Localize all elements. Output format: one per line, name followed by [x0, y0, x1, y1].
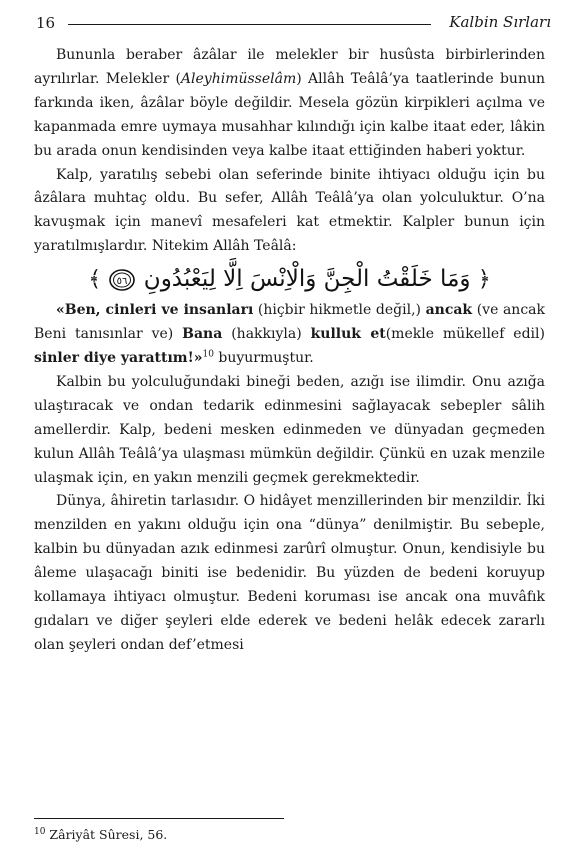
paragraph-4: Kalbin bu yolculuğundaki bineği beden, azığı ise ilimdir. Onu azığa ulaştıracak ve ondan tedarik edinmesini sağlayacak sebepler sâlih amellerdir. Kalp, bedeni mesken edinmeden ve dünyadan geçmeden kulun Allâh Teâlâ’ya ulaşması mümkün değildir. Çünkü en uzak menzile ulaşmak için, en yakın menzili geçmek gerekmektedir. [34, 373, 545, 486]
paragraph-3 [34, 299, 545, 371]
bold-phrase: Bana [182, 326, 223, 343]
verse-open-bracket: ﴿ [477, 267, 491, 293]
bold-phrase: kulluk et [310, 326, 386, 343]
footnote-marker: 10 [34, 826, 46, 837]
paragraph-text: (hiçbir hikmetle değil,) [253, 302, 426, 319]
header-rule [68, 24, 431, 25]
running-title: Kalbin Sırları [449, 13, 551, 31]
footnote-rule [34, 818, 284, 819]
ayah-number: ٥٦ [117, 275, 128, 287]
page-number: 16 [36, 14, 56, 32]
paragraph-2: Kalp, yaratılış sebebi olan seferinde binite ihtiyacı olduğu için bu âzâlara muhtaç oldu. Bu sefer, Allâh Teâlâ’ya olan yolculuktur. O’na kavuşmak için manevî mesafeleri kat etmektir. Kalpler bunun için yaratılmışlardır. Nitekim Allâh Teâlâ: [34, 166, 545, 255]
page-body [34, 44, 545, 658]
italic-phrase: Aleyhimüsselâm [180, 70, 297, 87]
paragraph-text: buyurmuştur. [213, 349, 314, 366]
footnote [34, 827, 167, 842]
verse-close-bracket: ﴾ [88, 267, 102, 293]
paragraph-text: ) Allâh Teâlâ’ya taatlerinde bunun farkında iken, âzâlar böyle değildir. Mesela gözün kirpikleri açılma ve kapanmada emre uymaya musahhar kılındığı için kalbe itaat eder, lâkin bu arada onun kendisinden veya kalbe itaat ettiğinden haberi yoktur. [34, 70, 545, 159]
footnote-reference[interactable]: 10 [202, 349, 214, 360]
footnote-text: Zâriyât Sûresi, 56. [45, 827, 168, 842]
quran-verse [34, 259, 545, 299]
paragraph-1 [34, 44, 545, 164]
paragraph-text: (ve ancak Beni tanısınlar ve) [34, 302, 545, 343]
page-header [22, 10, 551, 34]
paragraph-text: (mekle mükellef edil) [385, 326, 545, 343]
bold-phrase: sinler diye yarattım!» [34, 349, 203, 366]
paragraph-text: (hakkıyla) [222, 326, 311, 343]
bold-phrase: «Ben, cinleri ve insanları [56, 302, 254, 319]
paragraph-text: Bununla beraber âzâlar ile melekler bir husûsta birbirlerinden ayrılırlar. Melekler ( [34, 47, 545, 87]
bold-phrase: ancak [425, 302, 473, 319]
paragraph-5: Dünya, âhiretin tarlasıdır. O hidâyet menzillerinden bir menzildir. İki menzilden en yakını olduğu için ona “dünya” denilmiştir. Bu sebeple, kalbin bu dünyadan azık edinmesi zarûrî olmuştur. Onun, kendisiyle bu âleme ulaşacağı biniti ise bedenidir. Bu yüzden de bedeni koruyup kollamaya ihtiyacı olmuştur. Bedeni koruması ise ancak ona muvâfık gıdaları ve diğer şeyleri elde ederek ve bedeni helâk edecek zararlı olan şeyleri ondan def’etmesi [34, 493, 545, 653]
verse-arabic-text: وَمَا خَلَقْتُ الْجِنَّ وَالْاِنْسَ اِلَّا لِيَعْبُدُونِ [143, 266, 471, 293]
ayah-number-medallion-icon [108, 267, 136, 293]
